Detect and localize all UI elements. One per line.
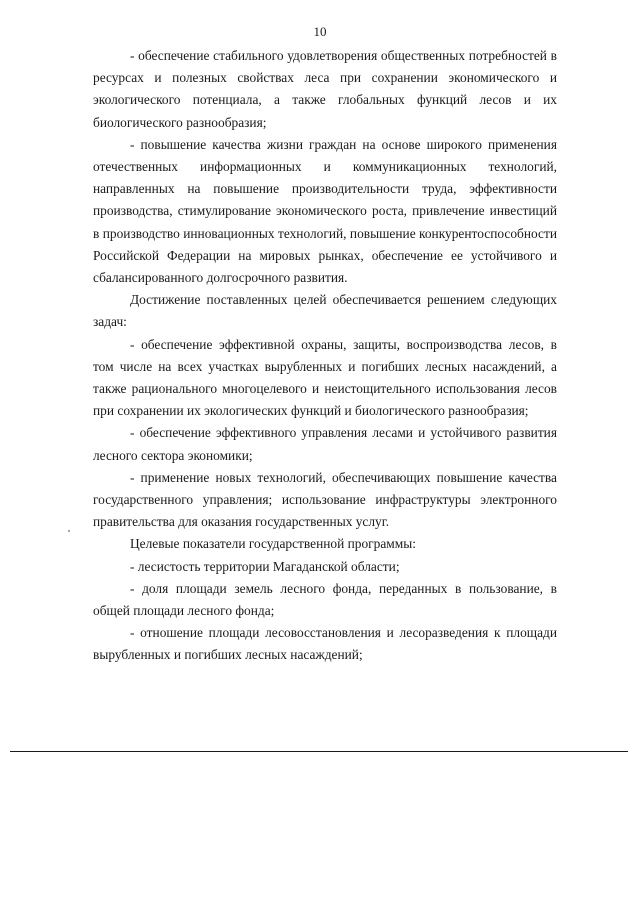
paragraph-indicator-reforestation: - отношение площади лесовосстановления и лесоразведения к площади вырубленных и погибших лесных насаждений;	[93, 625, 557, 663]
paragraph-indicator-leased-land: - доля площади земель лесного фонда, переданных в пользование, в общей площади лесного фонда;	[93, 580, 557, 619]
document-body	[93, 45, 557, 667]
paragraph-task-new-technologies: - применение новых технологий, обеспечивающих повышение качества государственного управления; использование инфраструктуры электронного правительства для оказания государственных услуг.	[93, 469, 557, 530]
paragraph-indicators-intro: Целевые показатели государственной программы:	[130, 536, 416, 552]
scan-speck	[68, 530, 70, 532]
paragraph-goal-quality-of-life: - повышение качества жизни граждан на основе широкого применения отечественных информационных и коммуникационных технологий, направленных на повышение производительности труда, эффективности производства, стимулирование экономического роста, привлечение инвестиций в производство инновационных технологий, повышение конкурентоспособности Российской Федерации на мировых рынках, обеспечение ее устойчивого и сбалансированного долгосрочного развития.	[93, 136, 557, 286]
paragraph-tasks-intro: Достижение поставленных целей обеспечивается решением следующих задач:	[93, 292, 557, 330]
paragraph-goal-forest-needs: - обеспечение стабильного удовлетворения общественных потребностей в ресурсах и полезных свойствах леса при сохранении экономического и экологического потенциала, а также глобальных функций лесов и их биологического разнообразия;	[93, 48, 557, 130]
paragraph-task-forest-protection: - обеспечение эффективной охраны, защиты, воспроизводства лесов, в том числе на всех участках вырубленных и погибших лесных насаждений, а также рационального многоцелевого и неистощительного использования лесов при сохранении их экологических функций и биологического разнообразия;	[93, 336, 557, 419]
paragraph-indicator-forest-cover: - лесистость территории Магаданской области;	[130, 558, 400, 574]
paragraph-task-forest-management: - обеспечение эффективного управления лесами и устойчивого развития лесного сектора экономики;	[93, 425, 557, 463]
footer-divider	[10, 751, 628, 752]
page-number: 10	[313, 24, 327, 39]
